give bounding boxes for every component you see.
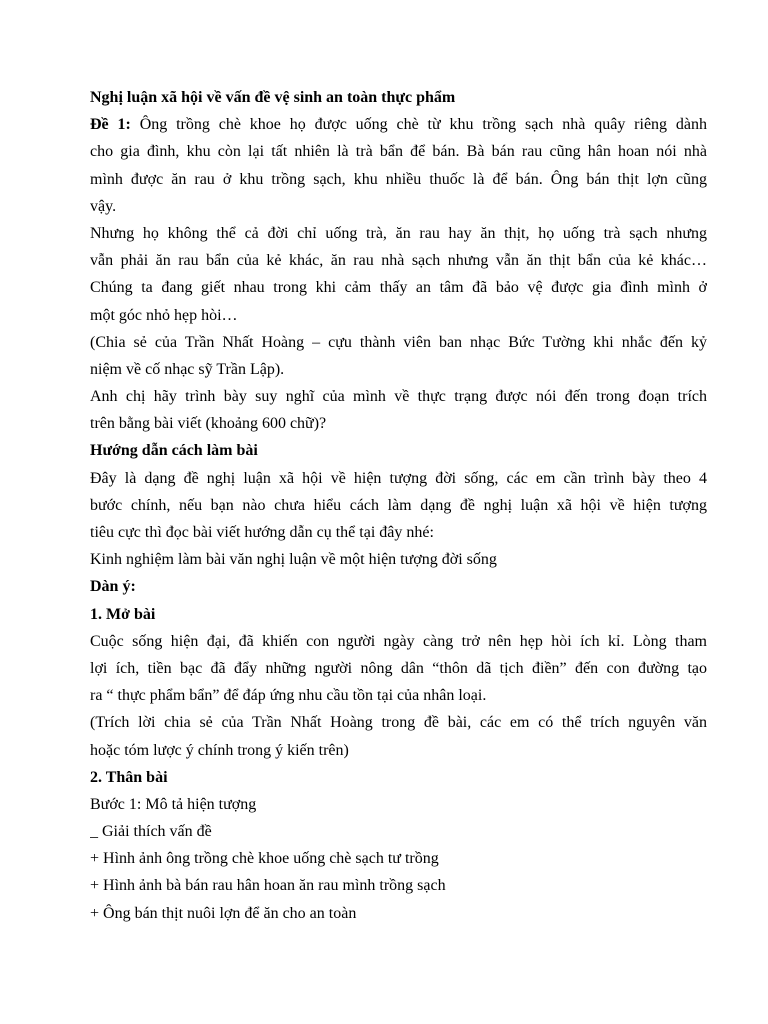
line-text: niệm về cố nhạc sỹ Trần Lập). <box>90 360 285 378</box>
text-line <box>90 247 707 274</box>
line-text: (Trích lời chia sẻ của Trần Nhất Hoàng trong đề bài, các em có thể trích nguyên văn <box>90 714 707 732</box>
text-line <box>90 138 707 165</box>
text-line <box>90 220 707 247</box>
text-line <box>90 519 707 546</box>
line-text: + Ông bán thịt nuôi lợn để ăn cho an toàn <box>90 904 357 922</box>
text-line <box>90 737 707 764</box>
line-text: ra “ thực phẩm bẩn” để đáp ứng nhu cầu tồn tại của nhân loại. <box>90 687 487 705</box>
line-text: Ông trồng chè khoe họ được uống chè từ khu trồng sạch nhà quây riêng dành <box>130 116 707 134</box>
text-line <box>90 410 707 437</box>
line-text: một góc nhỏ hẹp hòi… <box>90 306 238 324</box>
line-text: tiêu cực thì đọc bài viết hướng dẫn cụ thể tại đây nhé: <box>90 524 434 541</box>
text-line <box>90 302 707 329</box>
text-line <box>90 818 707 845</box>
text-line <box>90 573 707 600</box>
line-text: Dàn ý: <box>90 578 136 596</box>
line-text: lợi ích, tiền bạc đã đẩy những người nông dân “thôn dã tịch điền” đến con đường tạo <box>90 659 707 677</box>
line-text: 1. Mở bài <box>90 605 156 623</box>
text-line <box>90 383 707 410</box>
text-line <box>90 166 707 193</box>
line-text: vẫn phải ăn rau bẩn của kẻ khác, ăn rau nhà sạch nhưng vẫn ăn thịt bẩn của kẻ khác… <box>90 252 707 270</box>
line-text: Kinh nghiệm làm bài văn nghị luận về một hiện tượng đời sống <box>90 551 497 569</box>
text-line <box>90 274 707 301</box>
document-page <box>90 84 707 927</box>
line-text: Hướng dẫn cách làm bài <box>90 442 258 460</box>
line-text: Chúng ta đang giết nhau trong khi cảm thấy an tâm đã bảo vệ được gia đình mình ở <box>90 279 707 297</box>
line-text: bước chính, nếu bạn nào chưa hiểu cách làm dạng đề nghị luận xã hội về hiện tượng <box>90 496 707 514</box>
text-line <box>90 845 707 872</box>
line-text: Cuộc sống hiện đại, đã khiến con người ngày càng trở nên hẹp hòi ích kỉ. Lòng tham <box>90 632 707 650</box>
text-line <box>90 492 707 519</box>
text-line <box>90 791 707 818</box>
text-line <box>90 437 707 464</box>
text-line <box>90 655 707 682</box>
text-line <box>90 193 707 220</box>
text-line <box>90 546 707 573</box>
line-text: vậy. <box>90 197 117 215</box>
text-line <box>90 601 707 628</box>
text-line <box>90 356 707 383</box>
text-line <box>90 111 707 138</box>
line-text: hoặc tóm lược ý chính trong ý kiến trên) <box>90 741 349 759</box>
text-line <box>90 682 707 709</box>
text-line <box>90 628 707 655</box>
line-text: mình được ăn rau ở khu trồng sạch, khu nhiều thuốc là để bán. Ông bán thịt lợn cũng <box>90 170 707 188</box>
text-line <box>90 84 707 111</box>
question-label: Đề 1: <box>90 116 131 134</box>
line-text: Nhưng họ không thể cả đời chỉ uống trà, ăn rau hay ăn thịt, họ uống trà sạch nhưng <box>90 224 707 242</box>
line-text: + Hình ảnh ông trồng chè khoe uống chè sạch tư trồng <box>90 850 439 868</box>
line-text: Nghị luận xã hội về vấn đề vệ sinh an toàn thực phẩm <box>90 89 456 106</box>
line-text: Anh chị hãy trình bày suy nghĩ của mình về thực trạng được nói đến trong đoạn trích <box>90 388 707 406</box>
text-line <box>90 329 707 356</box>
text-line <box>90 709 707 736</box>
text-line <box>90 764 707 791</box>
line-text: Bước 1: Mô tả hiện tượng <box>90 795 257 813</box>
text-line <box>90 465 707 492</box>
line-text: Đây là dạng đề nghị luận xã hội về hiện tượng đời sống, các em cần trình bày theo 4 <box>90 469 707 487</box>
line-text: cho gia đình, khu còn lại tất nhiên là trà bẩn để bán. Bà bán rau cũng hân hoan nói nhà <box>90 143 707 161</box>
line-text: 2. Thân bài <box>90 768 168 786</box>
line-text: + Hình ảnh bà bán rau hân hoan ăn rau mình trồng sạch <box>90 877 446 895</box>
line-text: trên bằng bài viết (khoảng 600 chữ)? <box>90 415 327 433</box>
line-text: (Chia sẻ của Trần Nhất Hoàng – cựu thành viên ban nhạc Bức Tường khi nhắc đến kỷ <box>90 333 707 351</box>
text-line <box>90 872 707 899</box>
line-text: _ Giải thích vấn đề <box>90 823 212 841</box>
text-line <box>90 900 707 927</box>
